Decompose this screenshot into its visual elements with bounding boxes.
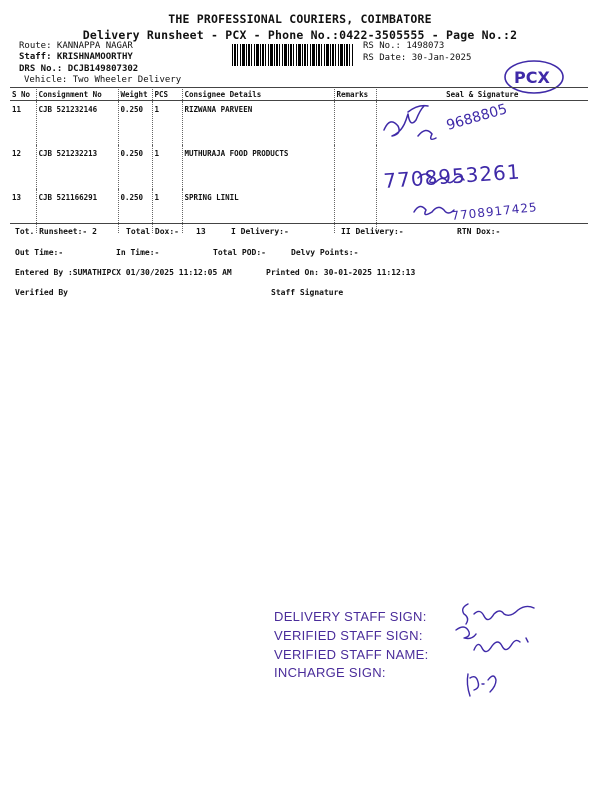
verified-staff-sign: VERIFIED STAFF SIGN: (274, 628, 423, 643)
cell-remarks (334, 145, 376, 189)
cell-weight: 0.250 (118, 101, 152, 146)
total-dox-value: 13 (196, 227, 206, 236)
in-time: In Time:- (116, 248, 160, 257)
col-header-weight: Weight (118, 89, 152, 101)
cell-consignee: MUTHURAJA FOOD PRODUCTS (182, 145, 334, 189)
col-header-consignee: Consignee Details (182, 89, 334, 101)
out-time: Out Time:- (15, 248, 64, 257)
delvy-points: Delvy Points:- (291, 248, 359, 257)
verified-staff-name: VERIFIED STAFF NAME: (274, 647, 429, 662)
cell-pcs: 1 (152, 101, 182, 146)
col-header-signature: Seal & Signature (376, 89, 588, 101)
col-header-consignment: Consignment No (36, 89, 118, 101)
rtn-dox: RTN Dox:- (457, 227, 501, 236)
incharge-sign: INCHARGE SIGN: (274, 665, 386, 680)
col-header-pcs: PCS (152, 89, 182, 101)
cell-consignee: SPRING LINIL (182, 189, 334, 233)
total-pod: Total POD:- (213, 248, 266, 257)
cell-pcs: 1 (152, 145, 182, 189)
row11-phone: 9688805 (444, 101, 510, 134)
table-bottom-rule (10, 223, 588, 224)
rs-number: RS No.: 1498073 (363, 41, 445, 51)
row12-phone: 7708953261 (382, 159, 522, 193)
barcode (232, 44, 354, 66)
printed-on: Printed On: 30-01-2025 11:12:13 (266, 268, 416, 277)
vehicle-label: Vehicle: Two Wheeler Delivery (24, 75, 182, 85)
route-label: Route: KANNAPPA NAGAR (19, 41, 133, 51)
cell-consignee: RIZWANA PARVEEN (182, 101, 334, 146)
cell-sno: 13 (12, 193, 22, 202)
handwritten-signatures-icon (378, 96, 590, 230)
row13-phone: 7708917425 (450, 200, 539, 223)
staff-signature: Staff Signature (271, 288, 344, 297)
cell-weight: 0.250 (118, 189, 152, 233)
total-dox-label: Total Dox:- (126, 227, 179, 236)
tot-runsheet: Tot. Runsheet:- 2 (15, 227, 97, 236)
cell-consignment: CJB 521166291 (36, 189, 118, 233)
cell-pcs: 1 (152, 189, 182, 233)
col-header-remarks: Remarks (334, 89, 376, 101)
rs-date: RS Date: 30-Jan-2025 (363, 53, 472, 63)
drs-number: DRS No.: DCJB149807302 (19, 64, 139, 74)
verified-by: Verified By (15, 288, 68, 297)
company-title: THE PROFESSIONAL COURIERS, COIMBATORE (168, 12, 432, 26)
stamp-signatures-icon (438, 598, 548, 702)
runsheet-subtitle: Delivery Runsheet - PCX - Phone No.:0422-3505555 - Page No.:2 (82, 28, 518, 42)
cell-consignment: CJB 521232146 (36, 101, 118, 146)
col-header-sno: S No (10, 89, 36, 101)
cell-remarks (334, 101, 376, 146)
cell-sno: 12 (12, 149, 22, 158)
pcx-stamp-text: PCX (514, 68, 550, 87)
cell-consignment: CJB 521232213 (36, 145, 118, 189)
i-delivery: I Delivery:- (231, 227, 289, 236)
staff-label: Staff: KRISHNAMOORTHY (19, 52, 133, 62)
cell-sno: 11 (12, 105, 22, 114)
ii-delivery: II Delivery:- (341, 227, 404, 236)
delivery-staff-sign: DELIVERY STAFF SIGN: (274, 609, 427, 624)
entered-by: Entered By :SUMATHIPCX 01/30/2025 11:12:05 AM (15, 268, 232, 277)
table-top-rule (10, 87, 588, 88)
cell-weight: 0.250 (118, 145, 152, 189)
